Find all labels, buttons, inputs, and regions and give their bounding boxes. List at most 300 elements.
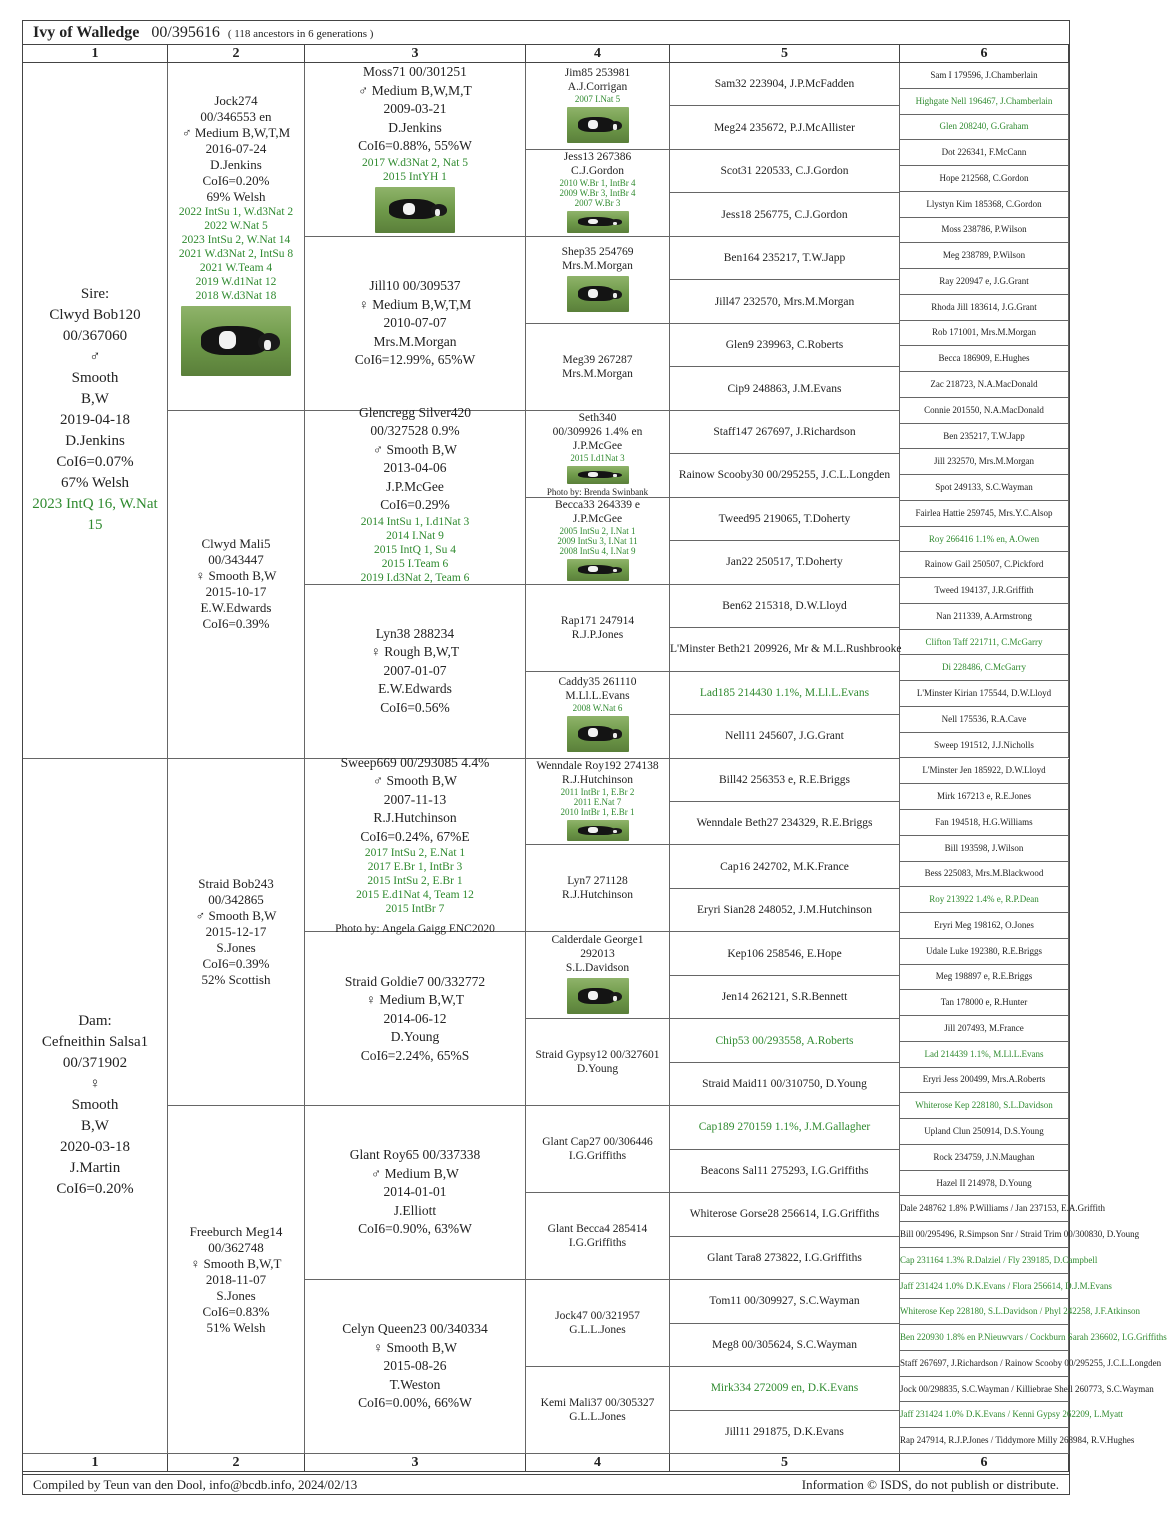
ancestor-line: Zac 218723, N.A.MacDonald — [930, 378, 1038, 389]
entry-content — [900, 1171, 1068, 1196]
footer-compiled-by: Compiled by Teun van den Dool, info@bcdb.info, 2024/02/13 — [33, 1477, 358, 1492]
gen5-entry — [670, 541, 900, 584]
entry-content — [670, 802, 899, 844]
ancestor-line: Fan 194518, H.G.Williams — [935, 816, 1033, 827]
entry-content — [900, 1145, 1068, 1170]
dog-photo — [375, 187, 455, 233]
gen6-entry — [900, 1274, 1112, 1300]
ancestor-line: Whiterose Gorse28 256614, I.G.Griffiths — [689, 1208, 880, 1221]
gen3-entry — [305, 932, 526, 1106]
entry-line: ♂ Medium B,W,T,M — [181, 125, 291, 141]
award-line: 2008 IntSu 4, I.Nat 9 — [559, 545, 636, 556]
entry-content — [670, 1150, 899, 1192]
entry-line: R.J.Hutchinson — [562, 773, 633, 786]
ancestor-line: Bess 225083, Mrs.M.Blackwood — [924, 868, 1044, 879]
bottom-header-col-3: 3 — [305, 1454, 526, 1472]
gen6-entry — [900, 1016, 1069, 1042]
entry-content — [900, 424, 1068, 449]
entry-line: G.L.L.Jones — [569, 1411, 626, 1424]
entry-line: Seth340 — [578, 411, 617, 424]
gen5-entry — [670, 976, 900, 1019]
gen6-entry — [900, 1119, 1069, 1145]
entry-content — [670, 585, 899, 627]
ancestor-line: Meg8 00/305624, S.C.Wayman — [711, 1338, 858, 1351]
gen6-entry — [900, 1222, 1140, 1248]
ancestor-line: Tom11 00/309927, S.C.Wayman — [709, 1295, 860, 1308]
entry-content — [900, 1093, 1068, 1118]
gen3-entry — [305, 237, 526, 411]
ancestor-line: Jill 232570, Mrs.M.Morgan — [933, 456, 1035, 467]
entry-line: ♂ Smooth B,W — [372, 773, 457, 789]
gen6-entry — [900, 1171, 1069, 1197]
entry-line: 2014-06-12 — [383, 1010, 447, 1026]
gen5-entry — [670, 106, 900, 149]
entry-line: E.W.Edwards — [378, 681, 452, 697]
gen6-entry — [900, 1248, 1098, 1274]
entry-line: CoI6=0.88%, 55%W — [358, 138, 472, 153]
gen3-entry — [305, 585, 526, 759]
entry-content — [670, 1367, 899, 1409]
gen5-entry — [670, 63, 900, 106]
ancestor-line: Wenndale Beth27 234329, R.E.Briggs — [696, 817, 873, 830]
award-line: 2021 W.d3Nat 2, IntSu 8 — [178, 248, 294, 261]
entry-line: Becca33 264339 e — [555, 498, 640, 511]
gen5-entry — [670, 237, 900, 280]
ancestor-line: Spot 249133, S.C.Wayman — [935, 482, 1033, 493]
entry-line: CoI6=0.29% — [380, 497, 450, 513]
entry-content — [305, 1106, 525, 1279]
dog-name: Ivy of Walledge — [33, 24, 140, 41]
gen6-entry — [900, 192, 1069, 218]
entry-content — [670, 541, 899, 583]
entry-line: J.Elliott — [393, 1202, 437, 1218]
entry-line: S.Jones — [216, 1287, 256, 1303]
award-line: 2022 W.Nat 5 — [204, 220, 268, 233]
entry-line: Moss71 00/301251 — [363, 64, 467, 79]
top-header-col-1: 1 — [23, 45, 168, 63]
bottom-header-col-5: 5 — [670, 1454, 900, 1472]
dog-photo — [567, 978, 629, 1014]
entry-line: Lyn7 271128 — [567, 875, 628, 888]
entry-content — [526, 324, 669, 410]
ancestor-line: Rainow Scooby30 00/295255, J.C.L.Longden — [678, 469, 891, 482]
dog-head — [610, 567, 622, 573]
entry-content — [900, 372, 1068, 397]
ancestor-line: Glant Tara8 273822, I.G.Griffiths — [707, 1251, 862, 1264]
award-line: 2017 IntSu 2, E.Nat 1 — [364, 847, 466, 860]
entry-content — [900, 655, 1068, 680]
entry-line: ♂ Smooth B,W — [195, 907, 277, 923]
gen5-entry — [670, 1106, 900, 1149]
entry-line: Smooth — [71, 370, 119, 387]
award-line: 2010 W.Br 1, IntBr 4 — [559, 177, 636, 188]
entry-content — [900, 449, 1068, 474]
gen5-entry — [670, 802, 900, 845]
dog-photo — [567, 276, 629, 312]
entry-content — [670, 193, 899, 235]
entry-content — [526, 672, 669, 758]
entry-content — [670, 106, 899, 148]
bottom-header-col-4: 4 — [526, 1454, 670, 1472]
gen5-entry — [670, 759, 900, 802]
gen6-entry — [900, 887, 1069, 913]
award-line: 2022 IntSu 1, W.d3Nat 2 — [178, 206, 294, 219]
entry-content — [900, 218, 1068, 243]
entry-content — [526, 1193, 669, 1279]
entry-line: J.Martin — [69, 1160, 121, 1177]
ancestor-line: Hope 212568, C.Gordon — [939, 172, 1029, 183]
gen5-entry — [670, 715, 900, 758]
ancestor-line: Sam I 179596, J.Chamberlain — [930, 69, 1038, 80]
photo-caption: Photo by: Angela Gaigg ENC2020 — [335, 923, 495, 936]
entry-line: Calderdale George1 — [551, 934, 644, 947]
gen5-entry — [670, 845, 900, 888]
gen6-entry — [900, 1042, 1069, 1068]
entry-line: B,W — [81, 1118, 109, 1135]
entry-line: Jess13 267386 — [563, 150, 632, 163]
entry-line: Shep35 254769 — [561, 245, 634, 258]
ancestor-line: Ben 220930 1.8% en P.Nieuwvars / Cockburn Sarah 236602, I.G.Griffiths — [900, 1332, 1167, 1343]
gen6-entry — [900, 1377, 1154, 1403]
entry-line: 00/371902 — [62, 1055, 128, 1072]
gen4-entry — [526, 845, 670, 932]
entry-content — [900, 784, 1068, 809]
entry-line: Straid Bob243 — [198, 875, 274, 891]
entry-content — [526, 411, 669, 497]
entry-content — [670, 1106, 899, 1148]
entry-line: Sire: — [80, 286, 110, 303]
ancestor-line: Bill 00/295496, R.Simpson Snr / Straid Trim 00/300830, D.Young — [900, 1229, 1140, 1240]
top-header-col-6: 6 — [900, 45, 1069, 63]
award-line: 2019 W.d1Nat 12 — [195, 276, 277, 289]
gen4-entry — [526, 932, 670, 1019]
entry-content — [900, 578, 1068, 603]
entry-line: G.L.L.Jones — [569, 1324, 626, 1337]
ancestor-line: Hazel II 214978, D.Young — [936, 1177, 1032, 1188]
dog-figure — [201, 326, 267, 355]
gen5-entry — [670, 889, 900, 932]
ancestor-line: Sweep 191512, J.J.Nicholls — [934, 739, 1034, 750]
ancestor-line: L'Minster Jen 185922, D.W.Lloyd — [922, 765, 1046, 776]
ancestor-line: Roy 213922 1.4% e, R.P.Dean — [929, 894, 1039, 905]
entry-line: I.G.Griffiths — [568, 1150, 627, 1163]
dog-photo — [181, 306, 291, 376]
award-line: 2017 W.d3Nat 2, Nat 5 — [361, 156, 469, 169]
ancestor-line: Ben62 215318, D.W.Lloyd — [722, 599, 847, 612]
gen5-entry — [670, 193, 900, 236]
entry-content — [168, 1106, 304, 1453]
ancestor-line: Eryri Meg 198162, O.Jones — [934, 919, 1034, 930]
entry-line: S.L.Davidson — [565, 962, 630, 975]
ancestor-line: Sam32 223904, J.P.McFadden — [714, 78, 855, 91]
ancestor-line: Ben 235217, T.W.Japp — [943, 430, 1025, 441]
entry-line: Jill10 00/309537 — [369, 278, 461, 294]
ancestor-line: Glen9 239963, C.Roberts — [725, 339, 844, 352]
entry-content — [670, 845, 899, 887]
entry-line: 2015-08-26 — [383, 1358, 447, 1374]
entry-content — [670, 280, 899, 322]
entry-content — [305, 404, 525, 584]
ancestor-line: Fairlea Hattie 259745, Mrs.Y.C.Alsop — [915, 507, 1053, 518]
dog-head — [610, 121, 622, 130]
entry-line: Dam: — [78, 1013, 112, 1030]
top-header-col-4: 4 — [526, 45, 670, 63]
ancestor-line: Roy 266416 1.1% en, A.Owen — [928, 533, 1040, 544]
entry-content — [900, 527, 1068, 552]
gen6-entry — [900, 810, 1069, 836]
entry-line: Jock274 — [214, 93, 258, 109]
entry-line: CoI6=0.20% — [56, 1181, 134, 1198]
ancestor-line: Di 228486, C.McGarry — [942, 662, 1026, 673]
entry-content — [900, 810, 1068, 835]
gen5-entry — [670, 1280, 900, 1323]
dog-head — [431, 204, 447, 216]
entry-line: Celyn Queen23 00/340334 — [342, 1321, 488, 1337]
entry-content — [670, 628, 902, 670]
entry-line: 00/342865 — [208, 891, 264, 907]
ancestor-line: Highgate Nell 196467, J.Chamberlain — [915, 95, 1053, 106]
entry-content — [900, 604, 1068, 629]
entry-line: A.J.Corrigan — [567, 80, 628, 93]
ancestor-line: Whiterose Kep 228180, S.L.Davidson — [915, 1100, 1053, 1111]
entry-line: D.Jenkins — [65, 433, 125, 450]
entry-content — [526, 150, 669, 236]
gen6-entry — [900, 1068, 1069, 1094]
ancestor-line: Connie 201550, N.A.MacDonald — [924, 404, 1044, 415]
entry-content — [526, 1106, 669, 1192]
entry-content — [900, 1351, 1162, 1376]
award-line: 2023 IntQ 16, W.Nat — [32, 496, 158, 513]
ancestor-line: Jaff 231424 1.0% D.K.Evans / Kenni Gypsy 262209, L.Myatt — [900, 1409, 1124, 1420]
ancestor-line: Jess18 256775, C.J.Gordon — [721, 208, 848, 221]
entry-content — [900, 913, 1068, 938]
gen5-entry — [670, 324, 900, 367]
gen6-entry — [900, 89, 1069, 115]
entry-line: ♀ Rough B,W,T — [370, 644, 460, 660]
entry-line: 00/327528 0.9% — [370, 423, 460, 439]
entry-content — [900, 552, 1068, 577]
ancestor-line: Straid Maid11 00/310750, D.Young — [702, 1078, 867, 1091]
entry-line: 2014-01-01 — [383, 1184, 447, 1200]
entry-line: 2016-07-24 — [205, 141, 267, 157]
entry-line: CoI6=0.90%, 63%W — [358, 1221, 472, 1237]
entry-line: CoI6=0.83% — [202, 1303, 270, 1319]
entry-content — [670, 1237, 899, 1279]
ancestor-line: Upland Clun 250914, D.S.Young — [924, 1126, 1044, 1136]
entry-line: 51% Welsh — [206, 1319, 266, 1335]
entry-content — [670, 454, 899, 496]
ancestor-line: Nan 211339, A.Armstrong — [936, 610, 1032, 621]
gen4-entry — [526, 150, 670, 237]
gen1-entry — [23, 759, 168, 1455]
gen6-entry — [900, 862, 1069, 888]
ancestor-line: Eryri Sian28 248052, J.M.Hutchinson — [696, 904, 873, 917]
gen4-entry — [526, 324, 670, 411]
gen4-entry — [526, 1019, 670, 1106]
entry-line: ♂ Medium B,W — [371, 1165, 459, 1181]
entry-content — [900, 192, 1068, 217]
gen4-entry — [526, 498, 670, 585]
gen5-entry — [670, 454, 900, 497]
entry-line: Rap171 247914 — [560, 614, 635, 627]
entry-content — [900, 89, 1068, 114]
gen6-entry — [900, 449, 1069, 475]
ancestor-line: Ben164 235217, T.W.Japp — [723, 252, 846, 265]
entry-line: Freeburch Meg14 — [189, 1223, 283, 1239]
ancestor-line: Cap 231164 1.3% R.Dalziel / Fly 239185, D.Campbell — [900, 1254, 1098, 1265]
entry-line: J.P.McGee — [572, 512, 623, 525]
dog-head — [610, 473, 622, 478]
entry-content — [900, 115, 1068, 140]
gen5-entry — [670, 280, 900, 323]
gen5-entry — [670, 1367, 900, 1410]
entry-content — [526, 1367, 669, 1453]
entry-line: CoI6=0.39% — [202, 955, 270, 971]
entry-content — [900, 836, 1068, 861]
entry-content — [526, 1280, 669, 1366]
entry-line: ♀ Smooth B,W,T — [190, 1255, 282, 1271]
entry-line: CoI6=12.99%, 65%W — [354, 352, 476, 368]
gen6-entry — [900, 630, 1069, 656]
ancestor-line: Rainow Gail 250507, C.Pickford — [924, 559, 1044, 570]
entry-line: 00/343447 — [208, 552, 264, 568]
gen4-entry — [526, 411, 670, 498]
entry-line: ♀ Medium B,W,T,M — [358, 296, 472, 312]
entry-content — [670, 889, 899, 931]
gen2-entry — [168, 63, 305, 411]
entry-line: CoI6=0.39% — [202, 616, 270, 632]
entry-line: D.Jenkins — [388, 119, 442, 135]
entry-content — [900, 1119, 1068, 1144]
gen6-entry — [900, 346, 1069, 372]
ancestor-line: L'Minster Beth21 209926, Mr & M.L.Rushbrooke — [670, 643, 902, 656]
gen6-entry — [900, 552, 1069, 578]
ancestor-line: Meg 238789, P.Wilson — [942, 250, 1026, 261]
entry-content — [670, 1193, 899, 1235]
entry-content — [900, 939, 1068, 964]
gen6-entry — [900, 1299, 1141, 1325]
award-line: 2008 W.Nat 6 — [572, 702, 623, 713]
gen6-entry — [900, 115, 1069, 141]
entry-line: J.P.McGee — [572, 439, 623, 452]
entry-content — [526, 237, 669, 323]
entry-content — [670, 1324, 899, 1366]
entry-content — [900, 269, 1068, 294]
gen4-entry — [526, 1280, 670, 1367]
entry-content — [900, 501, 1068, 526]
gen4-entry — [526, 1193, 670, 1280]
entry-content — [670, 932, 899, 974]
gen3-entry — [305, 1280, 526, 1454]
ancestor-line: Tan 178000 e, R.Hunter — [940, 997, 1028, 1008]
award-line: 2011 IntBr 1, E.Br 2 — [560, 786, 635, 797]
ancestor-line: Jan22 250517, T.Doherty — [726, 556, 843, 569]
gen6-entry — [900, 990, 1069, 1016]
dog-photo — [567, 559, 629, 581]
ancestor-line: Lad 214439 1.1%, M.Ll.L.Evans — [924, 1048, 1044, 1059]
entry-line: D.Jenkins — [210, 157, 262, 173]
entry-line: R.J.Hutchinson — [562, 889, 633, 902]
entry-content — [168, 63, 304, 410]
gen5-entry — [670, 1193, 900, 1236]
gen6-entry — [900, 1145, 1069, 1171]
ancestor-line: Llystyn Kim 185368, C.Gordon — [926, 198, 1042, 209]
entry-content — [900, 681, 1068, 706]
entry-line: 00/309926 1.4% en — [552, 425, 643, 438]
gen6-entry — [900, 836, 1069, 862]
gen2-entry — [168, 1106, 305, 1454]
pedigree-header — [23, 21, 1069, 45]
gen6-entry — [900, 1093, 1069, 1119]
award-line: 2005 IntSu 2, I.Nat 1 — [559, 525, 636, 536]
ancestor-line: Jaff 231424 1.0% D.K.Evans / Flora 256614, D.J.M.Evans — [900, 1280, 1112, 1291]
entry-line: 2009-03-21 — [383, 101, 447, 116]
top-header-col-3: 3 — [305, 45, 526, 63]
ancestor-line: Dot 226341, F.McCann — [941, 147, 1027, 158]
entry-content — [670, 150, 899, 192]
entry-line: Wenndale Roy192 274138 — [536, 759, 659, 772]
gen6-entry — [900, 475, 1069, 501]
ancestor-line: Moss 238786, P.Wilson — [941, 224, 1027, 235]
entry-line: Kemi Mali37 00/305327 — [540, 1397, 655, 1410]
entry-content — [526, 759, 669, 845]
dog-head — [610, 729, 622, 738]
top-header-col-2: 2 — [168, 45, 305, 63]
bottom-header-col-6: 6 — [900, 1454, 1069, 1472]
entry-line: J.P.McGee — [386, 478, 444, 494]
entry-line: Mrs.M.Morgan — [562, 259, 633, 272]
gen6-entry — [900, 759, 1069, 785]
ancestor-line: Mirk 167213 e, R.E.Jones — [937, 791, 1031, 802]
dog-head — [258, 333, 280, 351]
dog-head — [610, 992, 622, 1001]
gen6-entry — [900, 140, 1069, 166]
entry-content — [900, 63, 1068, 88]
entry-content — [900, 1196, 1105, 1221]
entry-line: CoI6=2.24%, 65%S — [360, 1047, 470, 1063]
award-line: 2017 E.Br 1, IntBr 3 — [367, 861, 463, 874]
gen5-entry — [670, 150, 900, 193]
ancestor-line: Ray 220947 e, J.G.Grant — [939, 275, 1029, 286]
gen6-entry — [900, 784, 1069, 810]
entry-line: CoI6=0.24%, 67%E — [360, 828, 470, 844]
gen6-entry — [900, 424, 1069, 450]
entry-line: 2007-11-13 — [383, 791, 447, 807]
entry-content — [670, 237, 899, 279]
gen6-entry — [900, 372, 1069, 398]
gen6-entry — [900, 965, 1069, 991]
award-line: 2011 E.Nat 7 — [573, 796, 622, 807]
entry-line: Glant Becca4 285414 — [547, 1223, 648, 1236]
ancestor-line: Beacons Sal11 275293, I.G.Griffiths — [700, 1164, 869, 1177]
gen6-entry — [900, 1351, 1162, 1377]
entry-line: R.J.Hutchinson — [373, 810, 457, 826]
ancestor-line: Cap189 270159 1.1%, J.M.Gallagher — [698, 1121, 871, 1134]
entry-line: ♀ — [89, 1076, 101, 1093]
entry-content — [526, 932, 669, 1018]
ancestor-line: Jill11 291875, D.K.Evans — [725, 1425, 844, 1438]
gen5-entry — [670, 1411, 900, 1454]
gen5-entry — [670, 367, 900, 410]
ancestor-line: Staff 267697, J.Richardson / Rainow Scooby 00/295255, J.C.L.Longden — [900, 1357, 1162, 1368]
gen3-entry — [305, 1106, 526, 1280]
award-line: 15 — [87, 517, 103, 534]
award-line: 2015 IntYH 1 — [383, 170, 447, 183]
gen6-entry — [900, 707, 1069, 733]
ancestor-line: Rock 234759, J.N.Maughan — [933, 1151, 1035, 1162]
entry-line: 2010-07-07 — [383, 315, 447, 331]
gen6-entry — [900, 1428, 1135, 1454]
